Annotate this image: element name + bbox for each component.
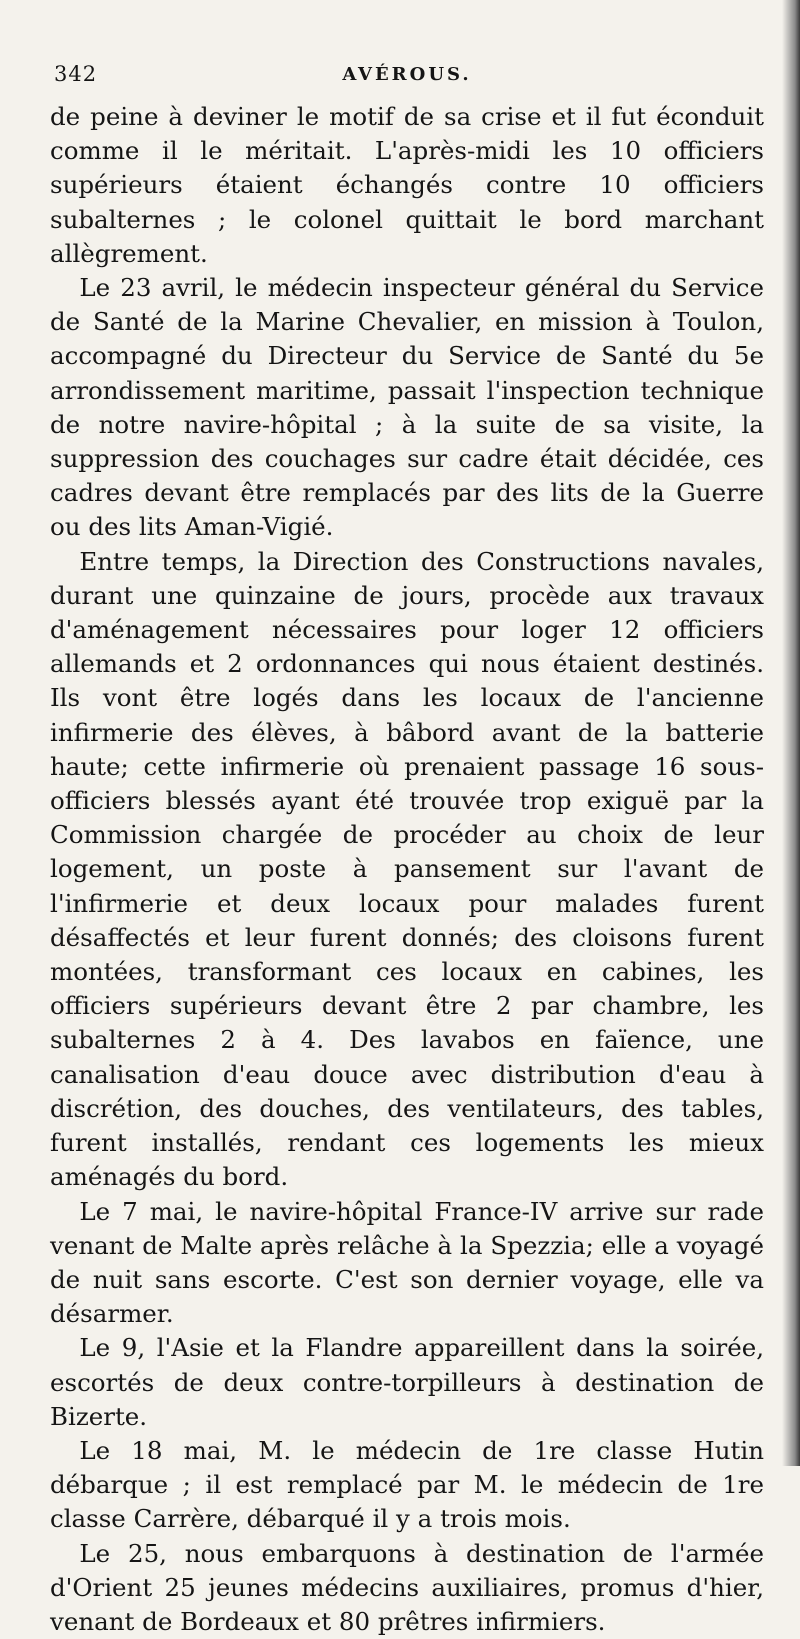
paragraph-france-iv: Le 7 mai, le navire-hôpital France-IV arrive sur rade venant de Malte après relâche à la Spezzia; elle a voyagé de nuit sans escorte. C'est son dernier voyage, elle va désarmer.	[50, 1196, 764, 1329]
running-title: AVÉROUS.	[342, 64, 472, 85]
paragraph-inspection: Le 23 avril, le médecin inspecteur général du Service de Santé de la Marine Chevalier, en mission à Toulon, accompagné du Directeur du Service de Santé du 5e arrondissement maritime, passait l'inspection technique de notre navire-hôpital ; à la suite de sa visite, la suppression des couchages sur cadre était décidée, ces cadres devant être remplacés par des lits de la Guerre ou des lits Aman-Vigié.	[50, 273, 764, 542]
body-text	[50, 100, 764, 1639]
paragraph-continuation: de peine à deviner le motif de sa crise et il fut éconduit comme il le méritait. L'après-midi les 10 officiers supérieurs étaient échangés contre 10 officiers subalternes ; le colonel quittait le bord marchant allègrement.	[50, 102, 764, 268]
paragraph-construction: Entre temps, la Direction des Constructions navales, durant une quinzaine de jours, procède aux travaux d'aménagement nécessaires pour loger 12 officiers allemands et 2 ordonnances qui nous étaient destinés. Ils vont être logés dans les locaux de l'ancienne infirmerie des élèves, à bâbord avant de la batterie haute; cette infirmerie où prenaient passage 16 sous-officiers blessés ayant été trouvée trop exiguë par la Commission chargée de procéder au choix de leur logement, un poste à pansement sur l'avant de l'infirmerie et deux locaux pour malades furent désaffectés et leur furent donnés; des cloisons furent montées, transformant ces locaux en cabines, les officiers supérieurs devant être 2 par chambre, les subalternes 2 à 4. Des lavabos en faïence, une canalisation d'eau douce avec distribution d'eau à discrétion, des douches, des ventilateurs, des tables, furent installés, rendant ces logements les mieux aménagés du bord.	[50, 546, 764, 1192]
page-header	[50, 56, 764, 100]
page-number: 342	[54, 62, 98, 86]
paragraph-medecins: Le 25, nous embarquons à destination de l'armée d'Orient 25 jeunes médecins auxiliaires, promus d'hier, venant de Bordeaux et 80 prêtres infirmiers.	[50, 1538, 764, 1636]
paragraph-asie-flandre: Le 9, l'Asie et la Flandre appareillent dans la soirée, escortés de deux contre-torpilleurs à destination de Bizerte.	[50, 1333, 764, 1431]
paragraph-hutin: Le 18 mai, M. le médecin de 1re classe Hutin débarque ; il est remplacé par M. le médecin de 1re classe Carrère, débarqué il y a trois mois.	[50, 1435, 764, 1534]
scan-edge-shadow	[782, 0, 800, 1466]
